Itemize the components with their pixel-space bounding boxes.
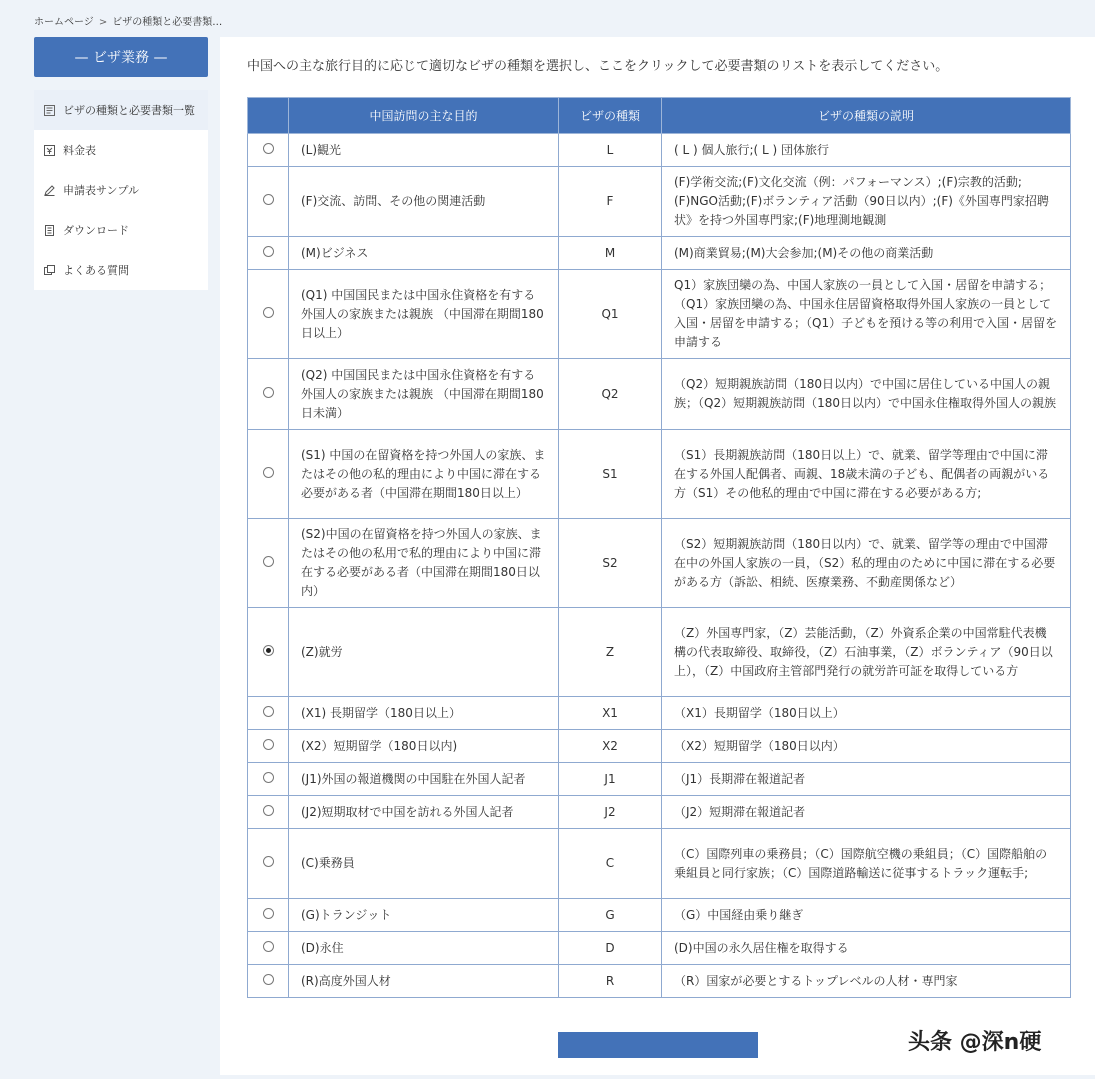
purpose-cell: (D)永住	[289, 932, 559, 965]
table-header-row	[248, 98, 1071, 134]
sidebar-item-faq[interactable]	[34, 250, 208, 290]
type-cell: R	[559, 965, 662, 998]
fee-doc-icon	[44, 145, 55, 156]
purpose-cell: (L)観光	[289, 134, 559, 167]
visa-radio-r[interactable]	[263, 974, 274, 985]
breadcrumb-current: ビザの種類と必要書類…	[112, 17, 223, 28]
table-row[interactable]	[248, 899, 1071, 932]
sidebar-menu	[34, 90, 208, 290]
sidebar-item-label: ダウンロード	[63, 224, 129, 237]
description-cell: （S1）長期親族訪問（180日以上）で、就業、留学等理由で中国に滞在する外国人配偶者、両親、18歳未満の子ども、配偶者の両親がいる方（S1）その他私的理由で中国に滞在する必要がある方;	[662, 430, 1071, 519]
type-cell: J2	[559, 796, 662, 829]
type-cell: C	[559, 829, 662, 899]
description-cell: （S2）短期親族訪問（180日以内）で、就業、留学等の理由で中国滞在中の外国人家族の一員，（S2）私的理由のために中国に滞在する必要がある方（訴訟、相続、医療業務、不動産関係など）	[662, 519, 1071, 608]
purpose-cell: (X1) 長期留学（180日以上）	[289, 697, 559, 730]
table-row[interactable]	[248, 932, 1071, 965]
list-doc-icon	[44, 105, 55, 116]
type-cell: M	[559, 237, 662, 270]
table-row[interactable]	[248, 430, 1071, 519]
sidebar-item-label: 料金表	[63, 144, 96, 157]
visa-radio-j2[interactable]	[263, 805, 274, 816]
visa-radio-s1[interactable]	[263, 467, 274, 478]
description-cell: （J2）短期滞在報道記者	[662, 796, 1071, 829]
type-cell: Q1	[559, 270, 662, 359]
type-cell: Z	[559, 608, 662, 697]
type-cell: G	[559, 899, 662, 932]
purpose-cell: (G)トランジット	[289, 899, 559, 932]
visa-radio-x2[interactable]	[263, 739, 274, 750]
table-row[interactable]	[248, 359, 1071, 430]
table-row[interactable]	[248, 519, 1071, 608]
sidebar-item-sample-form[interactable]	[34, 170, 208, 210]
watermark: 头条 @深n硬	[908, 1030, 1042, 1055]
table-row[interactable]	[248, 237, 1071, 270]
intro-text: 中国への主な旅行目的に応じて適切なビザの種類を選択し、ここをクリックして必要書類のリストを表示してください。	[247, 59, 949, 74]
type-cell: X2	[559, 730, 662, 763]
visa-radio-d[interactable]	[263, 941, 274, 952]
sidebar-item-visa-types[interactable]	[34, 90, 208, 130]
purpose-cell: (Q1) 中国国民または中国永住資格を有する外国人の家族または親族 （中国滞在期間180日以上）	[289, 270, 559, 359]
purpose-cell: (M)ビジネス	[289, 237, 559, 270]
type-cell: J1	[559, 763, 662, 796]
purpose-cell: (S1) 中国の在留資格を持つ外国人の家族、またはその他の私的理由により中国に滞在する必要がある者（中国滞在期間180日以上）	[289, 430, 559, 519]
header-purpose: 中国訪問の主な目的	[289, 98, 559, 134]
description-cell: (D)中国の永久居住権を取得する	[662, 932, 1071, 965]
purpose-cell: (F)交流、訪問、その他の関連活動	[289, 167, 559, 237]
table-row[interactable]	[248, 730, 1071, 763]
table-row[interactable]	[248, 167, 1071, 237]
download-doc-icon	[44, 225, 55, 236]
purpose-cell: (Q2) 中国国民または中国永住資格を有する外国人の家族または親族 （中国滞在期間180日未満）	[289, 359, 559, 430]
description-cell: （X2）短期留学（180日以内）	[662, 730, 1071, 763]
breadcrumb-home-link[interactable]: ホームページ	[34, 17, 94, 28]
description-cell: (F)学術交流;(F)文化交流（例：パフォーマンス）;(F)宗教的活動;(F)NGO活動;(F)ボランティア活動（90日以内）;(F)《外国専門家招聘状》を持つ外国専門家;(F)地理測地観測	[662, 167, 1071, 237]
visa-radio-j1[interactable]	[263, 772, 274, 783]
header-visa-type: ビザの種類	[559, 98, 662, 134]
purpose-cell: (S2)中国の在留資格を持つ外国人の家族、またはその他の私用で私的理由により中国に滞在する必要がある者（中国滞在期間180日以内）	[289, 519, 559, 608]
sidebar-item-label: よくある質問	[63, 264, 129, 277]
submit-button[interactable]	[558, 1032, 758, 1058]
table-row[interactable]	[248, 697, 1071, 730]
type-cell: F	[559, 167, 662, 237]
faq-icon	[44, 265, 55, 276]
visa-type-table	[247, 97, 1071, 998]
sidebar-item-fees[interactable]	[34, 130, 208, 170]
description-cell: （J1）長期滞在報道記者	[662, 763, 1071, 796]
visa-radio-s2[interactable]	[263, 556, 274, 567]
visa-radio-c[interactable]	[263, 856, 274, 867]
type-cell: S1	[559, 430, 662, 519]
type-cell: L	[559, 134, 662, 167]
description-cell: （Q2）短期親族訪問（180日以内）で中国に居住している中国人の親族；（Q2）短期親族訪問（180日以内）で中国永住権取得外国人の親族	[662, 359, 1071, 430]
visa-radio-f[interactable]	[263, 194, 274, 205]
breadcrumb	[34, 13, 222, 28]
purpose-cell: (C)乗務員	[289, 829, 559, 899]
table-row[interactable]	[248, 270, 1071, 359]
description-cell: （R）国家が必要とするトップレベルの人材・専門家	[662, 965, 1071, 998]
sidebar-title: — ビザ業務 —	[34, 37, 208, 77]
chevron-right-icon: >	[98, 17, 108, 28]
table-row[interactable]	[248, 796, 1071, 829]
description-cell: （Z）外国専門家，（Z）芸能活動，（Z）外資系企業の中国常駐代表機構の代表取締役、取締役，（Z）石油事業，（Z）ボランティア（90日以上），（Z）中国政府主管部門発行の就労許可証を取得している方	[662, 608, 1071, 697]
visa-radio-z[interactable]	[263, 645, 274, 656]
type-cell: S2	[559, 519, 662, 608]
visa-radio-l[interactable]	[263, 143, 274, 154]
type-cell: Q2	[559, 359, 662, 430]
header-select	[248, 98, 289, 134]
table-row[interactable]	[248, 608, 1071, 697]
purpose-cell: (J1)外国の報道機関の中国駐在外国人記者	[289, 763, 559, 796]
description-cell: (M)商業貿易;(M)大会参加;(M)その他の商業活動	[662, 237, 1071, 270]
visa-radio-q2[interactable]	[263, 387, 274, 398]
purpose-cell: (Z)就労	[289, 608, 559, 697]
visa-radio-m[interactable]	[263, 246, 274, 257]
pen-icon	[44, 185, 55, 196]
purpose-cell: (X2）短期留学（180日以内)	[289, 730, 559, 763]
purpose-cell: (J2)短期取材で中国を訪れる外国人記者	[289, 796, 559, 829]
type-cell: D	[559, 932, 662, 965]
description-cell: ( L ) 個人旅行;( L ) 団体旅行	[662, 134, 1071, 167]
table-row[interactable]	[248, 965, 1071, 998]
description-cell: （C）国際列車の乗務員；（C）国際航空機の乗組員；（C）国際船舶の乗組員と同行家族；（C）国際道路輸送に従事するトラック運転手;	[662, 829, 1071, 899]
description-cell: （X1）長期留学（180日以上）	[662, 697, 1071, 730]
header-description: ビザの種類の説明	[662, 98, 1071, 134]
sidebar-item-label: 申請表サンプル	[63, 184, 140, 197]
visa-radio-g[interactable]	[263, 908, 274, 919]
type-cell: X1	[559, 697, 662, 730]
sidebar	[34, 37, 208, 290]
description-cell: （G）中国経由乗り継ぎ	[662, 899, 1071, 932]
table-row[interactable]	[248, 829, 1071, 899]
purpose-cell: (R)高度外国人材	[289, 965, 559, 998]
description-cell: Q1）家族団欒の為、中国人家族の一員として入国・居留を申請する；（Q1）家族団欒の為、中国永住居留資格取得外国人家族の一員として入国・居留を申請する；（Q1）子どもを預ける等の利用で入国・居留を申請する	[662, 270, 1071, 359]
main-content	[220, 37, 1095, 1075]
sidebar-item-download[interactable]	[34, 210, 208, 250]
table-row[interactable]	[248, 134, 1071, 167]
table-row[interactable]	[248, 763, 1071, 796]
visa-radio-q1[interactable]	[263, 307, 274, 318]
visa-radio-x1[interactable]	[263, 706, 274, 717]
sidebar-item-label: ビザの種類と必要書類一覧	[63, 104, 195, 117]
